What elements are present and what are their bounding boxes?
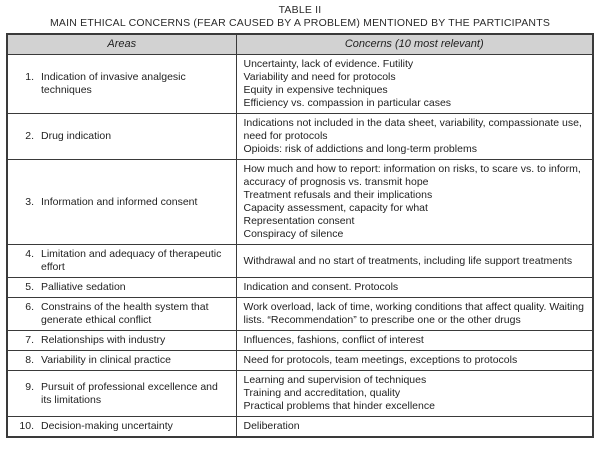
table-row bbox=[7, 371, 593, 417]
concern-item: Deliberation bbox=[243, 420, 300, 432]
area-number: 1. bbox=[25, 71, 34, 83]
concerns-cell bbox=[236, 278, 593, 298]
area-label: Drug indication bbox=[41, 130, 112, 142]
area-entry bbox=[14, 248, 230, 274]
concern-item: Uncertainty, lack of evidence. Futility bbox=[243, 58, 414, 70]
concerns-cell bbox=[236, 55, 593, 114]
area-cell bbox=[7, 278, 236, 298]
area-label: Constrains of the health system that generate ethical conflict bbox=[41, 301, 209, 326]
concern-item: Withdrawal and no start of treatments, including life support treatments bbox=[243, 254, 573, 267]
concern-item: Influences, fashions, conflict of interest bbox=[243, 334, 424, 346]
area-entry bbox=[14, 281, 230, 294]
table-row bbox=[7, 298, 593, 331]
concern-item: Equity in expensive techniques bbox=[243, 84, 388, 96]
area-number: 8. bbox=[25, 354, 34, 366]
concerns-cell bbox=[236, 114, 593, 160]
table-row bbox=[7, 160, 593, 245]
areas-column-header: Areas bbox=[7, 34, 236, 55]
area-cell bbox=[7, 331, 236, 351]
table-row bbox=[7, 351, 593, 371]
area-cell bbox=[7, 245, 236, 278]
area-label: Palliative sedation bbox=[41, 281, 126, 293]
concern-item: Capacity assessment, capacity for what bbox=[243, 202, 428, 214]
concern-item: How much and how to report: information on risks, to scare vs. to inform, accuracy of prognosis vs. transmit hope bbox=[243, 163, 581, 188]
area-cell bbox=[7, 114, 236, 160]
area-entry bbox=[14, 334, 230, 347]
area-entry bbox=[14, 130, 230, 143]
header-row bbox=[7, 34, 593, 55]
concern-item: Practical problems that hinder excellence bbox=[243, 400, 435, 412]
area-number: 10. bbox=[19, 420, 34, 432]
area-label: Relationships with industry bbox=[41, 334, 166, 346]
table-number: TABLE II bbox=[278, 4, 322, 16]
concerns-cell bbox=[236, 298, 593, 331]
area-label: Limitation and adequacy of therapeutic effort bbox=[41, 248, 222, 273]
area-entry bbox=[14, 381, 230, 407]
area-entry bbox=[14, 71, 230, 97]
concerns-column-header: Concerns (10 most relevant) bbox=[236, 34, 593, 55]
concern-item: Representation consent bbox=[243, 215, 355, 227]
area-entry bbox=[14, 301, 230, 327]
area-label: Variability in clinical practice bbox=[41, 354, 171, 366]
concern-item: Conspiracy of silence bbox=[243, 228, 344, 240]
table-row bbox=[7, 331, 593, 351]
concern-item: Need for protocols, team meetings, exceptions to protocols bbox=[243, 354, 518, 366]
concerns-cell bbox=[236, 331, 593, 351]
concerns-cell bbox=[236, 417, 593, 438]
area-number: 7. bbox=[25, 334, 34, 346]
concern-item: Opioids: risk of addictions and long-term problems bbox=[243, 143, 477, 155]
concern-item: Variability and need for protocols bbox=[243, 71, 396, 83]
concerns-cell bbox=[236, 371, 593, 417]
table-title: MAIN ETHICAL CONCERNS (FEAR CAUSED BY A PROBLEM) MENTIONED BY THE PARTICIPANTS bbox=[49, 17, 551, 29]
area-entry bbox=[14, 420, 230, 433]
concerns-cell bbox=[236, 245, 593, 278]
table-caption bbox=[0, 4, 600, 30]
area-number: 2. bbox=[25, 130, 34, 142]
area-cell bbox=[7, 298, 236, 331]
concern-item: Treatment refusals and their implications bbox=[243, 189, 433, 201]
area-cell bbox=[7, 55, 236, 114]
table-row bbox=[7, 417, 593, 438]
area-number: 9. bbox=[25, 380, 34, 393]
concern-item: Learning and supervision of techniques bbox=[243, 374, 427, 386]
concern-item: Training and accreditation, quality bbox=[243, 387, 401, 399]
concerns-cell bbox=[236, 160, 593, 245]
table-row bbox=[7, 55, 593, 114]
ethical-concerns-table bbox=[6, 33, 594, 438]
area-label: Pursuit of professional excellence and its limitations bbox=[41, 380, 218, 406]
area-cell bbox=[7, 417, 236, 438]
table-row bbox=[7, 245, 593, 278]
concern-item: Indication and consent. Protocols bbox=[243, 281, 399, 293]
concern-item: Indications not included in the data sheet, variability, compassionate use, need for protocols bbox=[243, 117, 582, 142]
area-label: Indication of invasive analgesic techniques bbox=[41, 71, 186, 96]
table-row bbox=[7, 278, 593, 298]
area-number: 4. bbox=[25, 248, 34, 260]
area-number: 3. bbox=[25, 195, 34, 208]
area-label: Decision-making uncertainty bbox=[41, 420, 173, 432]
area-cell bbox=[7, 371, 236, 417]
area-entry bbox=[14, 196, 230, 209]
concern-item: Efficiency vs. compassion in particular cases bbox=[243, 97, 452, 109]
table-row bbox=[7, 114, 593, 160]
area-label: Information and informed consent bbox=[41, 195, 198, 208]
concerns-cell bbox=[236, 351, 593, 371]
area-number: 6. bbox=[25, 301, 34, 313]
area-cell bbox=[7, 351, 236, 371]
area-number: 5. bbox=[25, 281, 34, 293]
area-entry bbox=[14, 354, 230, 367]
table-body bbox=[7, 55, 593, 438]
concern-item: Work overload, lack of time, working conditions that affect quality. Waiting lists. “Recommendation” to prescribe one or the other drugs bbox=[243, 301, 584, 326]
area-cell bbox=[7, 160, 236, 245]
